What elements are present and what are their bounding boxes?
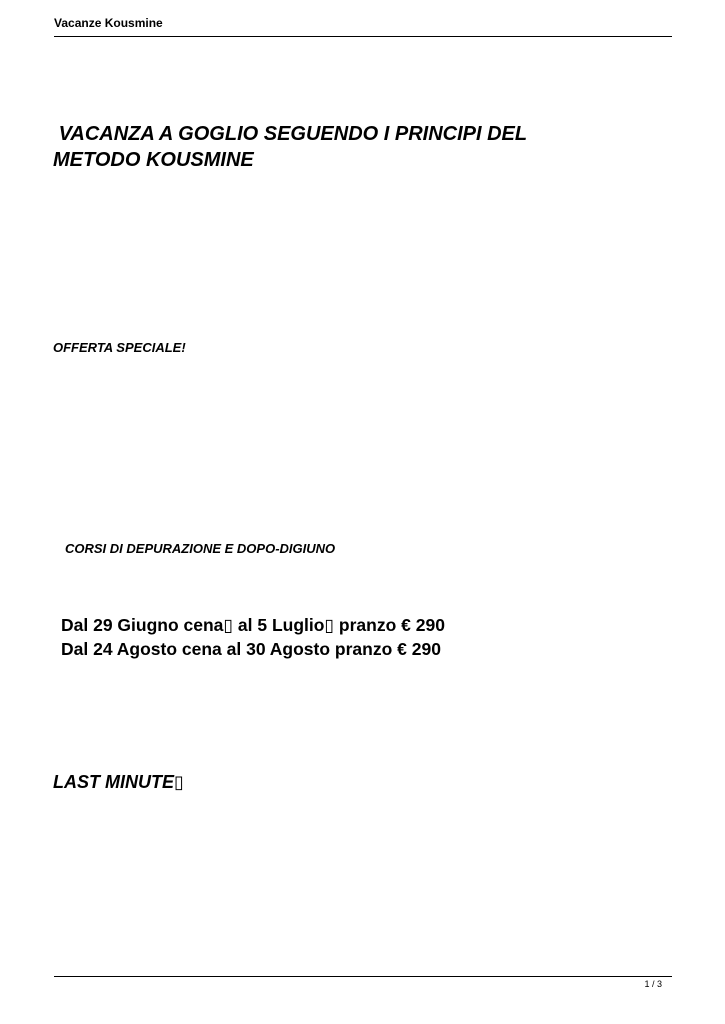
special-offer-heading: OFFERTA SPECIALE! <box>53 340 186 355</box>
date-line-june: Dal 29 Giugno cena▯ al 5 Luglio▯ pranzo € 290 <box>61 615 445 635</box>
header-title: Vacanze Kousmine <box>54 16 163 30</box>
page-footer <box>54 976 672 989</box>
date-line-august: Dal 24 Agosto cena al 30 Agosto pranzo € 290 <box>61 639 441 659</box>
last-minute-heading: LAST MINUTE▯ <box>53 772 184 792</box>
page-header <box>54 14 672 37</box>
courses-heading: CORSI DI DEPURAZIONE E DOPO-DIGIUNO <box>65 541 336 556</box>
page-number: 1 / 3 <box>644 979 662 989</box>
date-list <box>61 613 445 661</box>
page-title: VACANZA A GOGLIO SEGUENDO I PRINCIPI DEL METODO KOUSMINE <box>53 123 528 171</box>
